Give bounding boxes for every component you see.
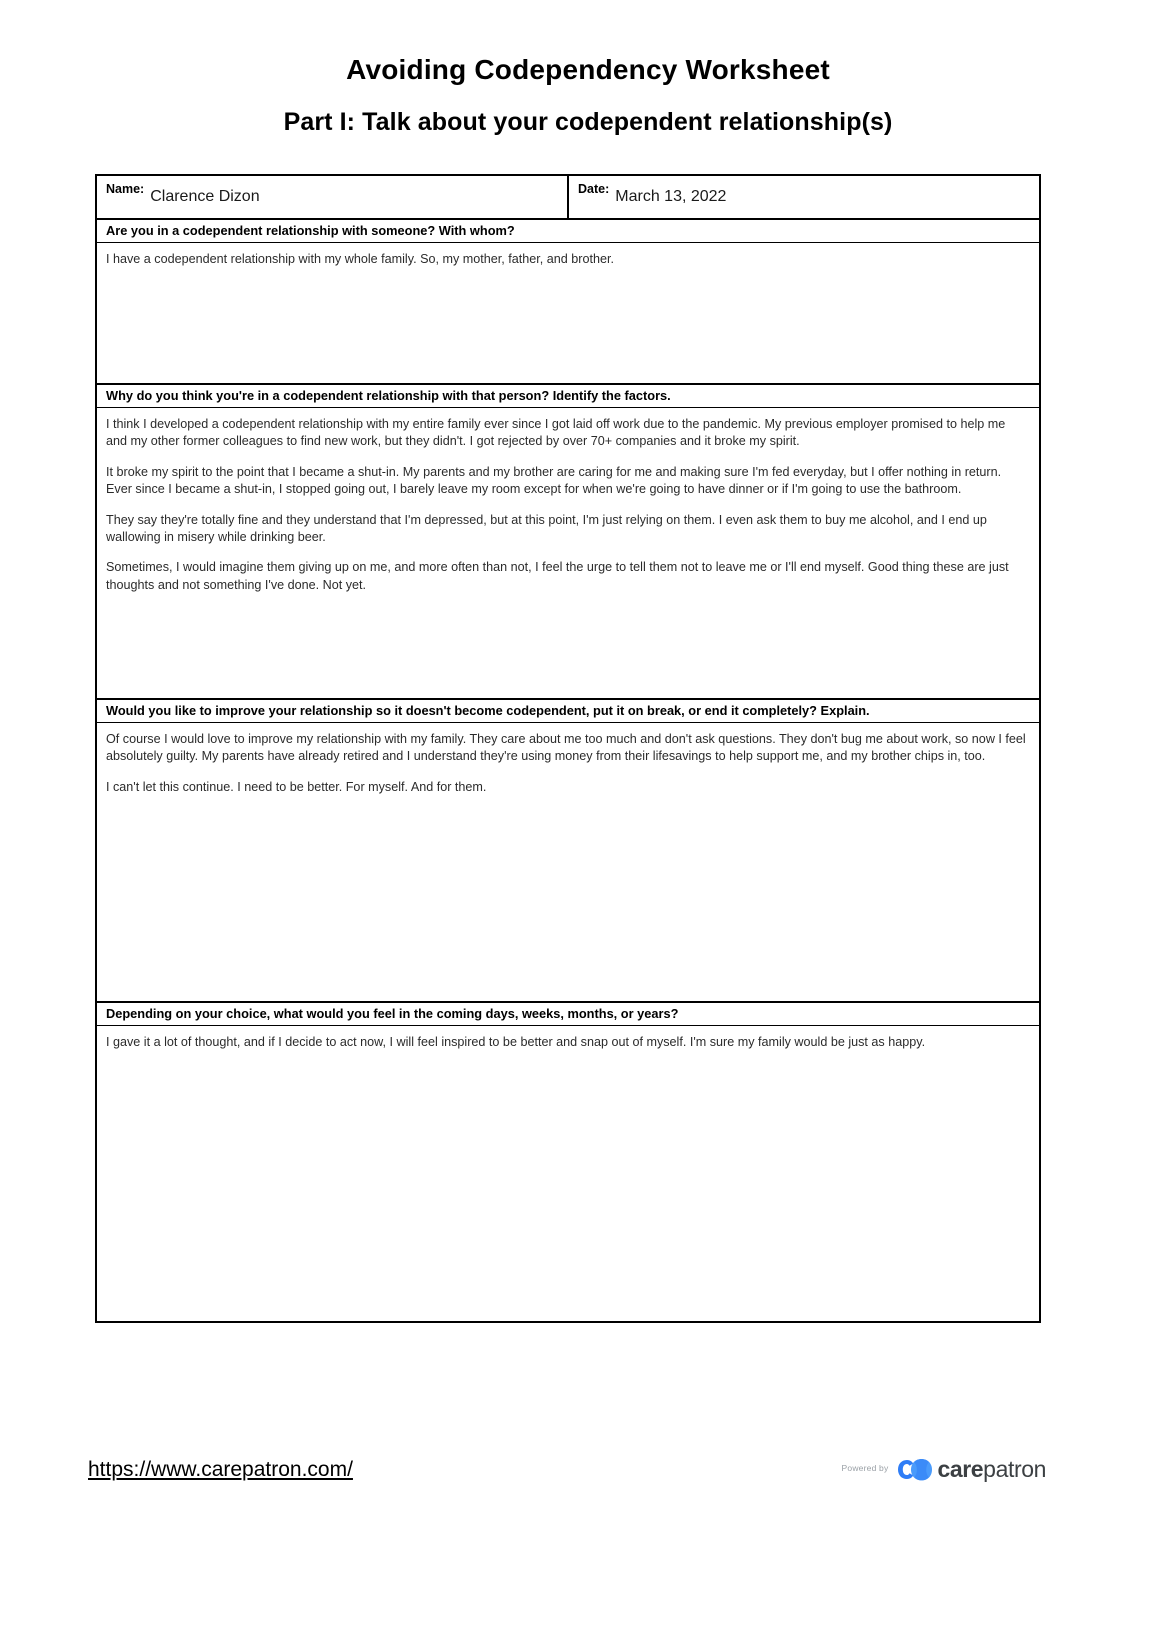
brand-name-light: patron (983, 1456, 1046, 1482)
answer-paragraph: It broke my spirit to the point that I became a shut-in. My parents and my brother are caring for me and making sure I'm fed everyday, but I offer nothing in return. Ever since I became a shut-in, I stopped going out, I barely leave my room except for when we're going to have dinner or if I'm going to use the bathroom. (106, 464, 1002, 497)
date-value: March 13, 2022 (615, 188, 727, 205)
question-3-answer[interactable] (97, 723, 1039, 1001)
question-2-answer[interactable] (97, 408, 1039, 698)
question-2-prompt: Why do you think you're in a codependent relationship with that person? Identify the factors. (97, 383, 1039, 408)
name-label: Name: (106, 182, 145, 196)
page-footer (0, 1440, 1176, 1520)
name-field[interactable] (97, 176, 569, 218)
carepatron-url-link[interactable]: https://www.carepatron.com/ (88, 1458, 353, 1481)
page-title: Avoiding Codependency Worksheet (346, 54, 830, 85)
answer-paragraph: I can't let this continue. I need to be better. For myself. And for them. (106, 779, 487, 794)
answer-paragraph: I have a codependent relationship with my whole family. So, my mother, father, and brother. (106, 252, 614, 266)
brand-block (842, 1456, 1046, 1483)
carepatron-mark-icon (898, 1457, 932, 1483)
question-4-prompt: Depending on your choice, what would you feel in the coming days, weeks, months, or years? (97, 1001, 1039, 1026)
answer-paragraph: Of course I would love to improve my relationship with my family. They care about me too much and don't ask questions. They don't bug me about work, so now I feel absolutely guilty. My parents have already retired and I understand they're using money from their lifesavings to help support me, and my brother chips in, too. (106, 732, 1026, 764)
date-label: Date: (578, 182, 610, 196)
answer-paragraph: Sometimes, I would imagine them giving up on me, and more often than not, I feel the urge to tell them not to leave me or I'll end myself. Good thing these are just thoughts and not something I've done. Not yet. (106, 560, 1009, 592)
identity-row (97, 176, 1039, 220)
carepatron-logo (898, 1456, 1046, 1483)
answer-paragraph: They say they're totally fine and they understand that I'm depressed, but at this point, I'm just relying on them. I even ask them to buy me alcohol, and I end up wallowing in misery while drinking beer. (106, 512, 987, 544)
carepatron-wordmark (937, 1456, 1046, 1483)
powered-by-label: Powered by (841, 1462, 889, 1473)
question-1-prompt: Are you in a codependent relationship with someone? With whom? (97, 220, 1039, 243)
brand-name-bold: care (937, 1456, 984, 1482)
answer-paragraph: I gave it a lot of thought, and if I decide to act now, I will feel inspired to be better and snap out of myself. I'm sure my family would be just as happy. (106, 1035, 926, 1049)
name-value: Clarence Dizon (150, 188, 260, 205)
question-4-answer[interactable] (97, 1026, 1039, 1321)
answer-paragraph: I think I developed a codependent relationship with my entire family ever since I got laid off work due to the pandemic. My previous employer promised to help me and my other former colleagues to find new work, but they didn't. I got rejected by over 70+ companies and it broke my spirit. (106, 417, 1006, 449)
page-subtitle: Part I: Talk about your codependent relationship(s) (283, 108, 893, 136)
question-3-prompt: Would you like to improve your relationship so it doesn't become codependent, put it on break, or end it completely? Explain. (97, 698, 1039, 723)
date-field[interactable] (569, 176, 1039, 218)
worksheet-form (95, 174, 1041, 1323)
question-1-answer[interactable] (97, 243, 1039, 383)
